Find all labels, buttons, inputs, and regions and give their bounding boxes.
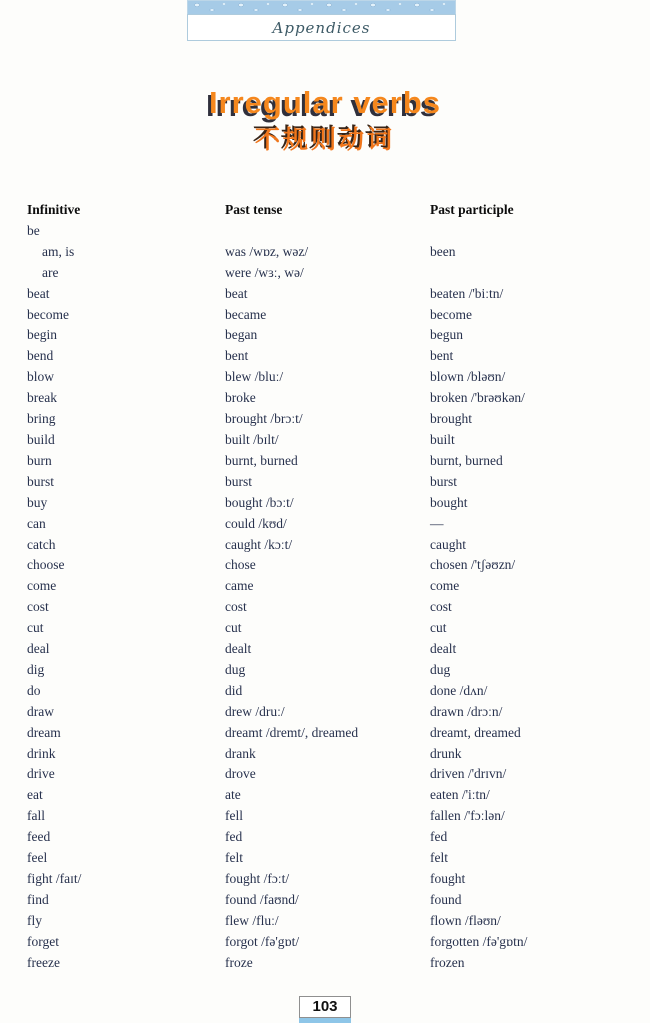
infinitive-cell: cost [27,599,49,615]
past-tense-cell: fell [225,808,243,824]
table-row [27,597,630,618]
past-tense-cell: forgot /fə'gɒt/ [225,933,300,949]
irregular-verbs-table [27,200,630,974]
infinitive-cell: drink [27,745,56,761]
infinitive-cell: dig [27,661,45,677]
past-tense-cell: drew /druː/ [225,703,285,719]
past-tense-cell: drove [225,766,256,782]
infinitive-cell: buy [27,494,48,510]
table-row [27,911,630,932]
past-participle-cell: found [430,891,462,907]
infinitive-cell: are [42,264,59,280]
water-droplets-image [187,0,456,14]
past-tense-cell: brought /brɔːt/ [225,411,303,427]
past-tense-cell: burnt, burned [225,452,298,468]
infinitive-cell: draw [27,703,54,719]
past-tense-cell: could /kʊd/ [225,515,287,531]
infinitive-cell: can [27,515,46,531]
infinitive-cell: choose [27,557,65,573]
past-tense-cell: broke [225,390,256,406]
past-tense-cell: came [225,578,254,594]
past-participle-cell: done /dʌn/ [430,682,488,698]
past-participle-cell: forgotten /fə'gɒtn/ [430,933,528,949]
past-participle-cell: blown /bləʊn/ [430,369,506,385]
past-tense-cell: was /wɒz, wəz/ [225,243,309,259]
past-participle-cell: bought [430,494,468,510]
infinitive-cell: feed [27,829,51,845]
table-row [27,409,630,430]
table-row [27,346,630,367]
past-tense-cell: flew /fluː/ [225,912,279,928]
past-tense-cell: ate [225,787,241,803]
past-tense-cell: fought /fɔːt/ [225,871,290,886]
table-row [27,535,630,556]
past-participle-cell: chosen /'tʃəʊzn/ [430,557,516,573]
past-tense-cell: built /bɪlt/ [225,431,279,447]
past-participle-cell: dealt [430,641,457,657]
appendix-label-box [187,14,456,41]
past-participle-cell: caught [430,536,466,552]
past-tense-cell: became [225,306,267,322]
infinitive-cell: do [27,682,41,698]
infinitive-cell: build [27,431,55,447]
past-tense-cell: dreamt /dremt/, dreamed [225,724,359,740]
past-tense-cell: beat [225,285,248,301]
infinitive-cell: freeze [27,954,60,970]
past-participle-cell: become [430,306,472,322]
past-participle-cell: eaten /'iːtn/ [430,787,490,803]
table-row [27,451,630,472]
infinitive-cell: fight /faɪt/ [27,871,82,886]
table-row [27,430,630,451]
column-header-past-participle: Past participle [430,202,514,217]
infinitive-cell: beat [27,285,50,301]
page-subtitle-chinese: 不规则动词 [254,125,395,154]
infinitive-cell: cut [27,620,44,636]
past-participle-cell: been [430,243,456,259]
past-tense-cell: fed [225,829,243,845]
table-row [27,806,630,827]
page-number [299,996,351,1023]
past-participle-cell: fed [430,829,448,845]
infinitive-cell: find [27,891,49,907]
table-row [27,555,630,576]
table-row [27,284,630,305]
past-participle-cell: fallen /'fɔːlən/ [430,808,505,824]
past-tense-cell: were /wɜː, wə/ [225,264,304,280]
table-row [27,660,630,681]
past-tense-cell: began [225,327,258,343]
past-tense-cell: cost [225,599,247,615]
past-participle-cell: driven /'drɪvn/ [430,766,507,782]
past-participle-cell: dreamt, dreamed [430,724,521,740]
past-participle-cell: frozen [430,954,465,970]
table-row [27,764,630,785]
past-participle-cell [430,221,630,242]
past-tense-cell: bent [225,348,249,364]
appendices-banner [187,0,456,41]
past-participle-cell: come [430,578,460,594]
table-row [27,472,630,493]
page-number-stripe [299,1018,351,1023]
past-participle-cell: burnt, burned [430,452,503,468]
infinitive-cell: forget [27,933,59,949]
past-participle-cell: drawn /drɔːn/ [430,703,503,719]
infinitive-cell: bend [27,348,54,364]
table-row [27,932,630,953]
past-participle-cell: drunk [430,745,462,761]
table-row [27,576,630,597]
past-participle-cell: bent [430,348,454,364]
past-tense-cell: froze [225,954,253,970]
table-row [27,305,630,326]
table-row [27,514,630,535]
table-row [27,827,630,848]
table-row [27,221,630,242]
table-row [27,681,630,702]
past-tense-cell: bought /bɔːt/ [225,494,294,510]
past-participle-cell: dug [430,661,451,677]
past-participle-cell: fought [430,871,466,886]
past-tense-cell [225,221,430,242]
table-header-row [27,200,630,221]
past-participle-cell: built [430,431,455,447]
infinitive-cell: burn [27,452,52,468]
infinitive-cell: burst [27,473,54,489]
infinitive-cell: blow [27,369,54,385]
table-row [27,744,630,765]
infinitive-cell: fall [27,808,45,824]
past-tense-cell: dealt [225,641,252,657]
infinitive-cell: come [27,578,57,594]
table-row [27,869,630,890]
past-participle-cell: burst [430,473,457,489]
past-tense-cell: caught /kɔːt/ [225,536,293,552]
table-row [27,367,630,388]
infinitive-cell: break [27,390,57,406]
table-row [27,953,630,974]
past-tense-cell: chose [225,557,256,573]
infinitive-cell: begin [27,327,57,343]
past-participle-cell: felt [430,850,448,866]
table-row [27,785,630,806]
table-row [27,639,630,660]
infinitive-cell: am, is [42,243,75,259]
column-header-infinitive: Infinitive [27,202,81,217]
table-row [27,848,630,869]
past-participle-cell: brought [430,411,472,427]
past-tense-cell: found /faʊnd/ [225,891,299,907]
page-number-value: 103 [299,996,351,1018]
infinitive-cell: catch [27,536,56,552]
table-body [27,221,630,974]
past-participle-cell: cost [430,599,452,615]
infinitive-cell: be [27,222,40,238]
past-participle-cell: beaten /'biːtn/ [430,285,504,301]
table-row [27,325,630,346]
table-row [27,242,630,263]
appendix-label: Appendices [272,18,371,37]
table-row [27,493,630,514]
table-row [27,890,630,911]
past-tense-cell: cut [225,620,242,636]
page-title: Irregular verbs [208,85,442,120]
infinitive-cell: deal [27,641,50,657]
infinitive-cell: feel [27,850,48,866]
table-row [27,263,630,284]
past-tense-cell: drank [225,745,256,761]
table-row [27,388,630,409]
past-tense-cell: blew /bluː/ [225,369,284,385]
column-header-past-tense: Past tense [225,202,283,217]
past-participle-cell [430,263,630,284]
infinitive-cell: fly [27,912,42,928]
past-participle-cell: broken /'brəʊkən/ [430,390,525,406]
table-row [27,723,630,744]
infinitive-cell: become [27,306,69,322]
past-participle-cell: cut [430,620,447,636]
table-row [27,702,630,723]
infinitive-cell: bring [27,411,56,427]
infinitive-cell: dream [27,724,61,740]
infinitive-cell: drive [27,766,55,782]
table-row [27,618,630,639]
past-participle-cell: flown /fləʊn/ [430,912,501,928]
infinitive-cell: eat [27,787,43,803]
past-participle-cell: begun [430,327,463,343]
past-tense-cell: burst [225,473,252,489]
past-tense-cell: felt [225,850,243,866]
past-participle-cell: — [430,515,444,531]
past-tense-cell: dug [225,661,246,677]
past-tense-cell: did [225,682,243,698]
